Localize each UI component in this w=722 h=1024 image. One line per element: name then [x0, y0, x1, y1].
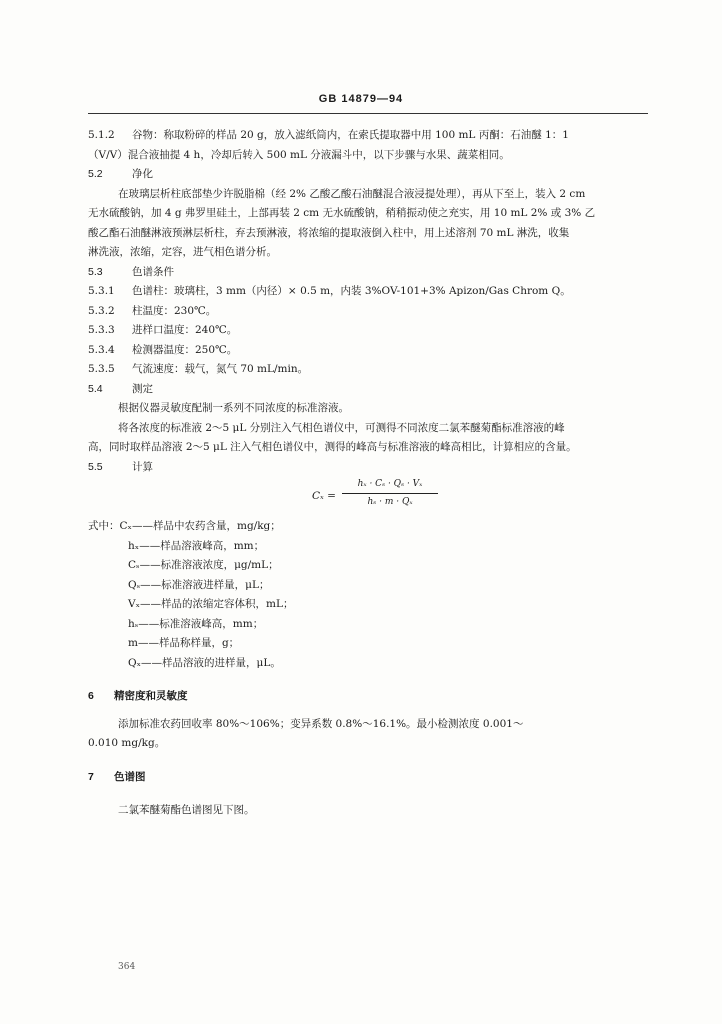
section-title: 精密度和灵敏度 — [114, 690, 188, 702]
section-5-4-line: 高，同时取样品溶液 2～5 μL 注入气相色谱仪中，测得的峰高与标准溶液的峰高相比，计算相应的含量。 — [88, 441, 577, 453]
section-5-1-2-line1 — [88, 126, 654, 146]
section-5-2-heading — [88, 165, 654, 185]
calculation-formula — [88, 477, 654, 517]
formula-legend-item: Vₓ——样品的浓缩定容体积，mL； — [128, 598, 294, 610]
section-5-2-line: 酸乙酯石油醚淋液预淋层析柱，弃去预淋液，将浓缩的提取液倒入柱中，用上述溶剂 70 mL 淋洗，收集 — [88, 226, 570, 239]
formula-legend-item: Cₛ——标准溶液浓度，μg/mL； — [128, 559, 279, 571]
section-number: 5.3.2 — [88, 304, 115, 317]
condition-text: 进样口温度：240℃。 — [132, 324, 238, 336]
section-title: 测定 — [132, 382, 153, 395]
document-body — [88, 126, 654, 821]
page-header: GB 14879—94 — [318, 93, 404, 105]
formula-legend-item: Qₓ——样品溶液的进样量，μL。 — [128, 656, 281, 669]
section-6-heading — [88, 687, 654, 707]
paragraph-text: 谷物：称取粉碎的样品 20 g，放入滤纸筒内，在索氏提取器中用 100 mL 丙酮：石油醚 1：1 — [132, 129, 569, 141]
formula-legend-item: hₛ——标准溶液峰高，mm； — [128, 617, 264, 630]
page-number: 364 — [118, 962, 136, 972]
chromatography-condition — [88, 341, 654, 361]
condition-text: 检测器温度：250℃。 — [132, 343, 238, 356]
section-number: 5.3 — [88, 265, 103, 278]
section-title: 计算 — [132, 460, 153, 473]
section-number: 5.4 — [88, 382, 103, 395]
section-5-1-2-line2: （V/V）混合液抽提 4 h，冷却后转入 500 mL 分液漏斗中，以下步骤与水果、蔬菜相同。 — [88, 148, 510, 161]
section-5-2-line: 无水硫酸钠，加 4 g 弗罗里硅土，上部再装 2 cm 无水硫酸钠，稍稍振动使之充实，用 10 mL 2% 或 3% 乙 — [88, 207, 596, 219]
section-7-heading — [88, 768, 654, 788]
formula-legend-item: Qₛ——标准溶液进样量，μL； — [128, 578, 270, 591]
condition-text: 色谱柱：玻璃柱，3 mm（内径）× 0.5 m，内装 3%OV-101+3% Apizon/Gas Chrom Q。 — [132, 285, 571, 297]
section-5-3-heading — [88, 263, 654, 283]
section-number: 5.3.1 — [88, 285, 115, 297]
condition-text: 柱温度：230℃。 — [132, 304, 217, 317]
chromatography-condition — [88, 302, 654, 322]
formula-legend-item: hₓ——样品溶液峰高，mm； — [128, 539, 265, 552]
section-7-line: 二氯苯醚菊酯色谱图见下图。 — [118, 804, 255, 816]
condition-text: 气流速度：载气，氮气 70 mL/min。 — [132, 363, 309, 375]
section-number: 5.3.5 — [88, 363, 115, 375]
formula-fraction — [342, 477, 438, 510]
section-5-2-line: 淋洗液，浓缩，定容，进气相色谱分析。 — [88, 246, 277, 258]
formula-denominator: hₛ · m · Qₓ — [367, 497, 413, 507]
fraction-bar — [342, 493, 438, 494]
section-5-4-line: 将各浓度的标准液 2～5 μL 分别注入气相色谱仪中，可测得不同浓度二氯苯醚菊酯标准溶液的峰 — [118, 421, 565, 434]
header-divider — [88, 113, 648, 114]
formula-legend-item: m——样品称样量，g； — [128, 637, 240, 649]
section-number: 5.3.3 — [88, 324, 115, 336]
chromatography-condition — [88, 321, 654, 341]
section-number: 5.2 — [88, 168, 103, 180]
section-number: 7 — [88, 770, 94, 783]
section-number: 5.5 — [88, 460, 103, 473]
section-title: 色谱图 — [114, 770, 146, 783]
section-title: 净化 — [132, 168, 153, 180]
formula-numerator: hₓ · Cₛ · Qₛ · Vₓ — [357, 479, 423, 489]
section-5-4-line: 根据仪器灵敏度配制一系列不同浓度的标准溶液。 — [118, 402, 349, 414]
formula-lhs: Cₓ = — [312, 490, 336, 502]
section-number: 5.1.2 — [88, 129, 115, 141]
formula-legend-lead: 式中：Cₓ——样品中农药含量，mg/kg； — [88, 520, 281, 532]
section-number: 6 — [88, 690, 94, 702]
section-number: 5.3.4 — [88, 343, 115, 356]
section-6-line: 0.010 mg/kg。 — [88, 737, 166, 749]
chromatography-condition — [88, 360, 654, 380]
section-5-5-heading — [88, 458, 654, 478]
section-6-line: 添加标准农药回收率 80%～106%；变异系数 0.8%～16.1%。最小检测浓度 0.001～ — [118, 717, 524, 730]
section-5-4-heading — [88, 380, 654, 400]
chromatography-condition — [88, 282, 654, 302]
section-5-2-line: 在玻璃层析柱底部垫少许脱脂棉（经 2% 乙酸乙酸石油醚混合液浸提处理），再从下至上，装入 2 cm — [118, 187, 586, 200]
section-title: 色谱条件 — [132, 265, 174, 278]
